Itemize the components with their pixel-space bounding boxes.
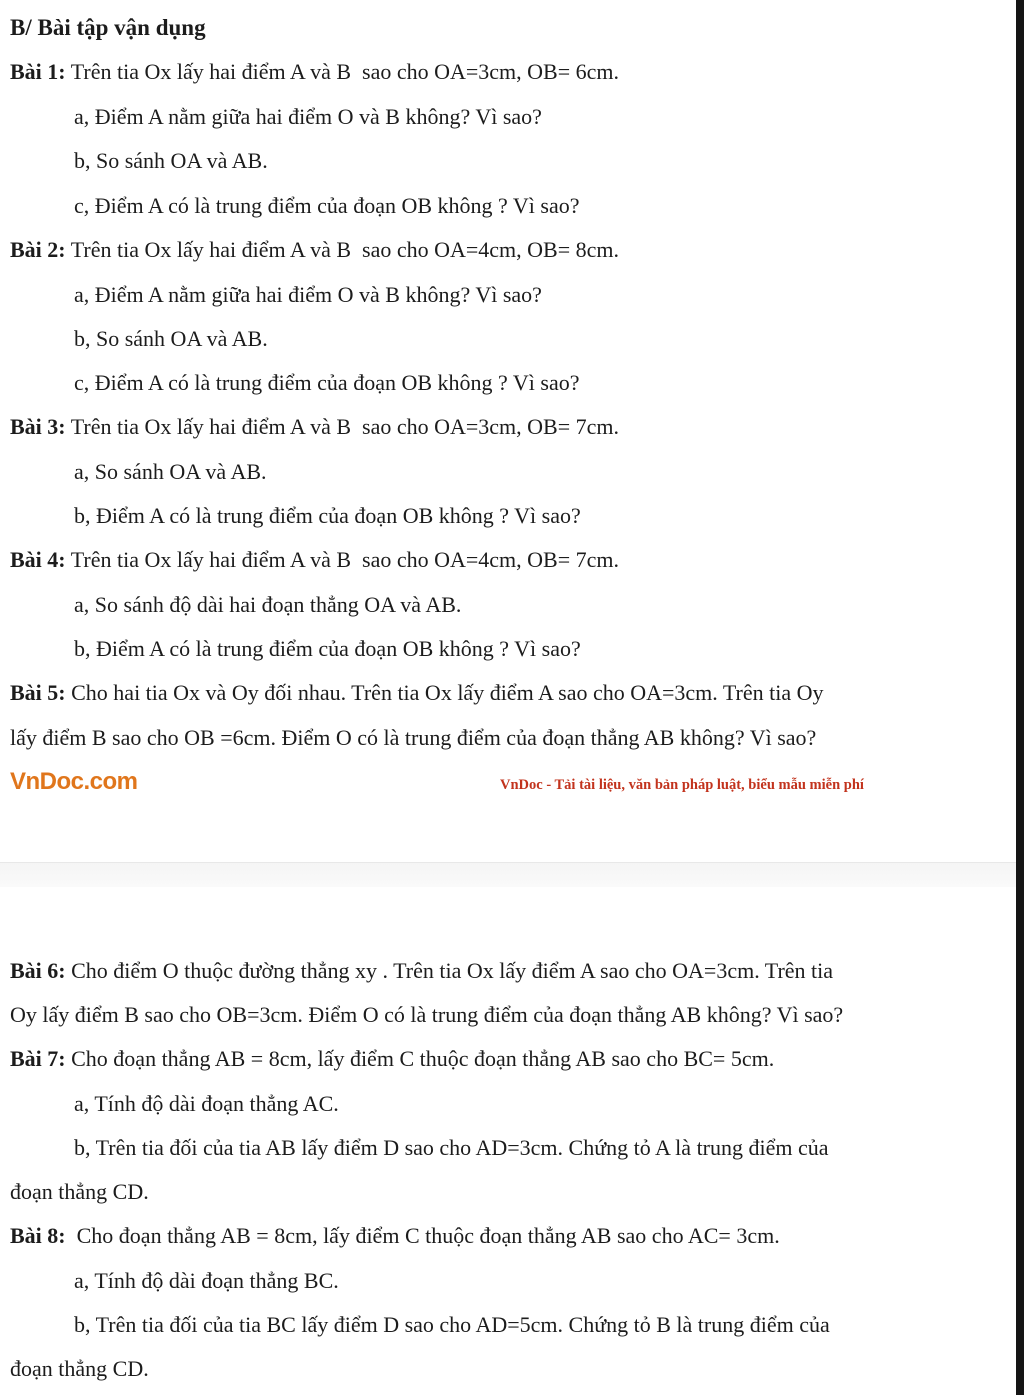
exercise-6-text-line-1: Cho điểm O thuộc đường thẳng xy . Trên tia Ox lấy điểm A sao cho OA=3cm. Trên tia [65,958,834,983]
exercise-5-text-line-1: Cho hai tia Ox và Oy đối nhau. Trên tia Ox lấy điểm A sao cho OA=3cm. Trên tia Oy [65,680,824,705]
exercise-5-statement [10,679,824,707]
exercise-2-item-c: c, Điểm A có là trung điểm của đoạn OB không ? Vì sao? [74,370,580,395]
exercise-4-item-b: b, Điểm A có là trung điểm của đoạn OB không ? Vì sao? [74,636,581,661]
exercise-2-item-b: b, So sánh OA và AB. [74,326,268,351]
exercise-4-text: Trên tia Ox lấy hai điểm A và B sao cho OA=4cm, OB= 7cm. [65,547,619,572]
screen-edge [1016,0,1024,1395]
exercise-1-label: Bài 1: [10,59,66,84]
exercise-5-label: Bài 5: [10,680,66,705]
exercise-3-item-b: b, Điểm A có là trung điểm của đoạn OB không ? Vì sao? [74,503,581,528]
exercise-2-label: Bài 2: [10,237,66,262]
exercise-4-statement [10,546,619,574]
exercise-5-text-line-2: lấy điểm B sao cho OB =6cm. Điểm O có là trung điểm của đoạn thẳng AB không? Vì sao? [10,725,817,750]
exercise-8-text: Cho đoạn thẳng AB = 8cm, lấy điểm C thuộc đoạn thẳng AB sao cho AC= 3cm. [65,1223,780,1248]
exercise-1-item-b: b, So sánh OA và AB. [74,148,268,173]
footer-tagline: VnDoc - Tải tài liệu, văn bản pháp luật, biểu mẫu miễn phí [500,777,864,793]
exercise-1-statement [10,58,619,86]
page-separator [0,862,1016,887]
exercise-3-item-a: a, So sánh OA và AB. [74,459,267,484]
exercise-7-item-b: b, Trên tia đối của tia AB lấy điểm D sao cho AD=3cm. Chứng tỏ A là trung điểm của [74,1135,829,1160]
exercise-8-statement [10,1222,780,1250]
exercise-6-statement [10,957,833,985]
exercise-2-statement [10,236,619,264]
exercise-6-label: Bài 6: [10,958,66,983]
exercise-3-text: Trên tia Ox lấy hai điểm A và B sao cho OA=3cm, OB= 7cm. [65,414,619,439]
exercise-4-item-a: a, So sánh độ dài hai đoạn thẳng OA và AB. [74,592,462,617]
exercise-7-item-a: a, Tính độ dài đoạn thẳng AC. [74,1091,339,1116]
exercise-6-text-line-2: Oy lấy điểm B sao cho OB=3cm. Điểm O có là trung điểm của đoạn thẳng AB không? Vì sao? [10,1002,844,1027]
exercise-3-statement [10,413,619,441]
exercise-8-item-b-cont: đoạn thẳng CD. [10,1356,149,1381]
exercise-3-label: Bài 3: [10,414,66,439]
exercise-7-label: Bài 7: [10,1046,66,1071]
exercise-7-statement [10,1045,774,1073]
exercise-1-item-c: c, Điểm A có là trung điểm của đoạn OB không ? Vì sao? [74,193,580,218]
exercise-2-item-a: a, Điểm A nằm giữa hai điểm O và B không? Vì sao? [74,282,542,307]
exercise-8-item-b: b, Trên tia đối của tia BC lấy điểm D sao cho AD=5cm. Chứng tỏ B là trung điểm của [74,1312,830,1337]
vndoc-logo: VnDoc.com [10,768,138,795]
exercise-4-label: Bài 4: [10,547,66,572]
exercise-7-item-b-cont: đoạn thẳng CD. [10,1179,149,1204]
exercise-2-text: Trên tia Ox lấy hai điểm A và B sao cho OA=4cm, OB= 8cm. [65,237,619,262]
section-title: B/ Bài tập vận dụng [10,15,206,40]
exercise-8-item-a: a, Tính độ dài đoạn thẳng BC. [74,1268,339,1293]
exercise-7-text: Cho đoạn thẳng AB = 8cm, lấy điểm C thuộc đoạn thẳng AB sao cho BC= 5cm. [65,1046,775,1071]
exercise-8-label: Bài 8: [10,1223,66,1248]
exercise-1-item-a: a, Điểm A nằm giữa hai điểm O và B không? Vì sao? [74,104,542,129]
exercise-1-text: Trên tia Ox lấy hai điểm A và B sao cho OA=3cm, OB= 6cm. [65,59,619,84]
